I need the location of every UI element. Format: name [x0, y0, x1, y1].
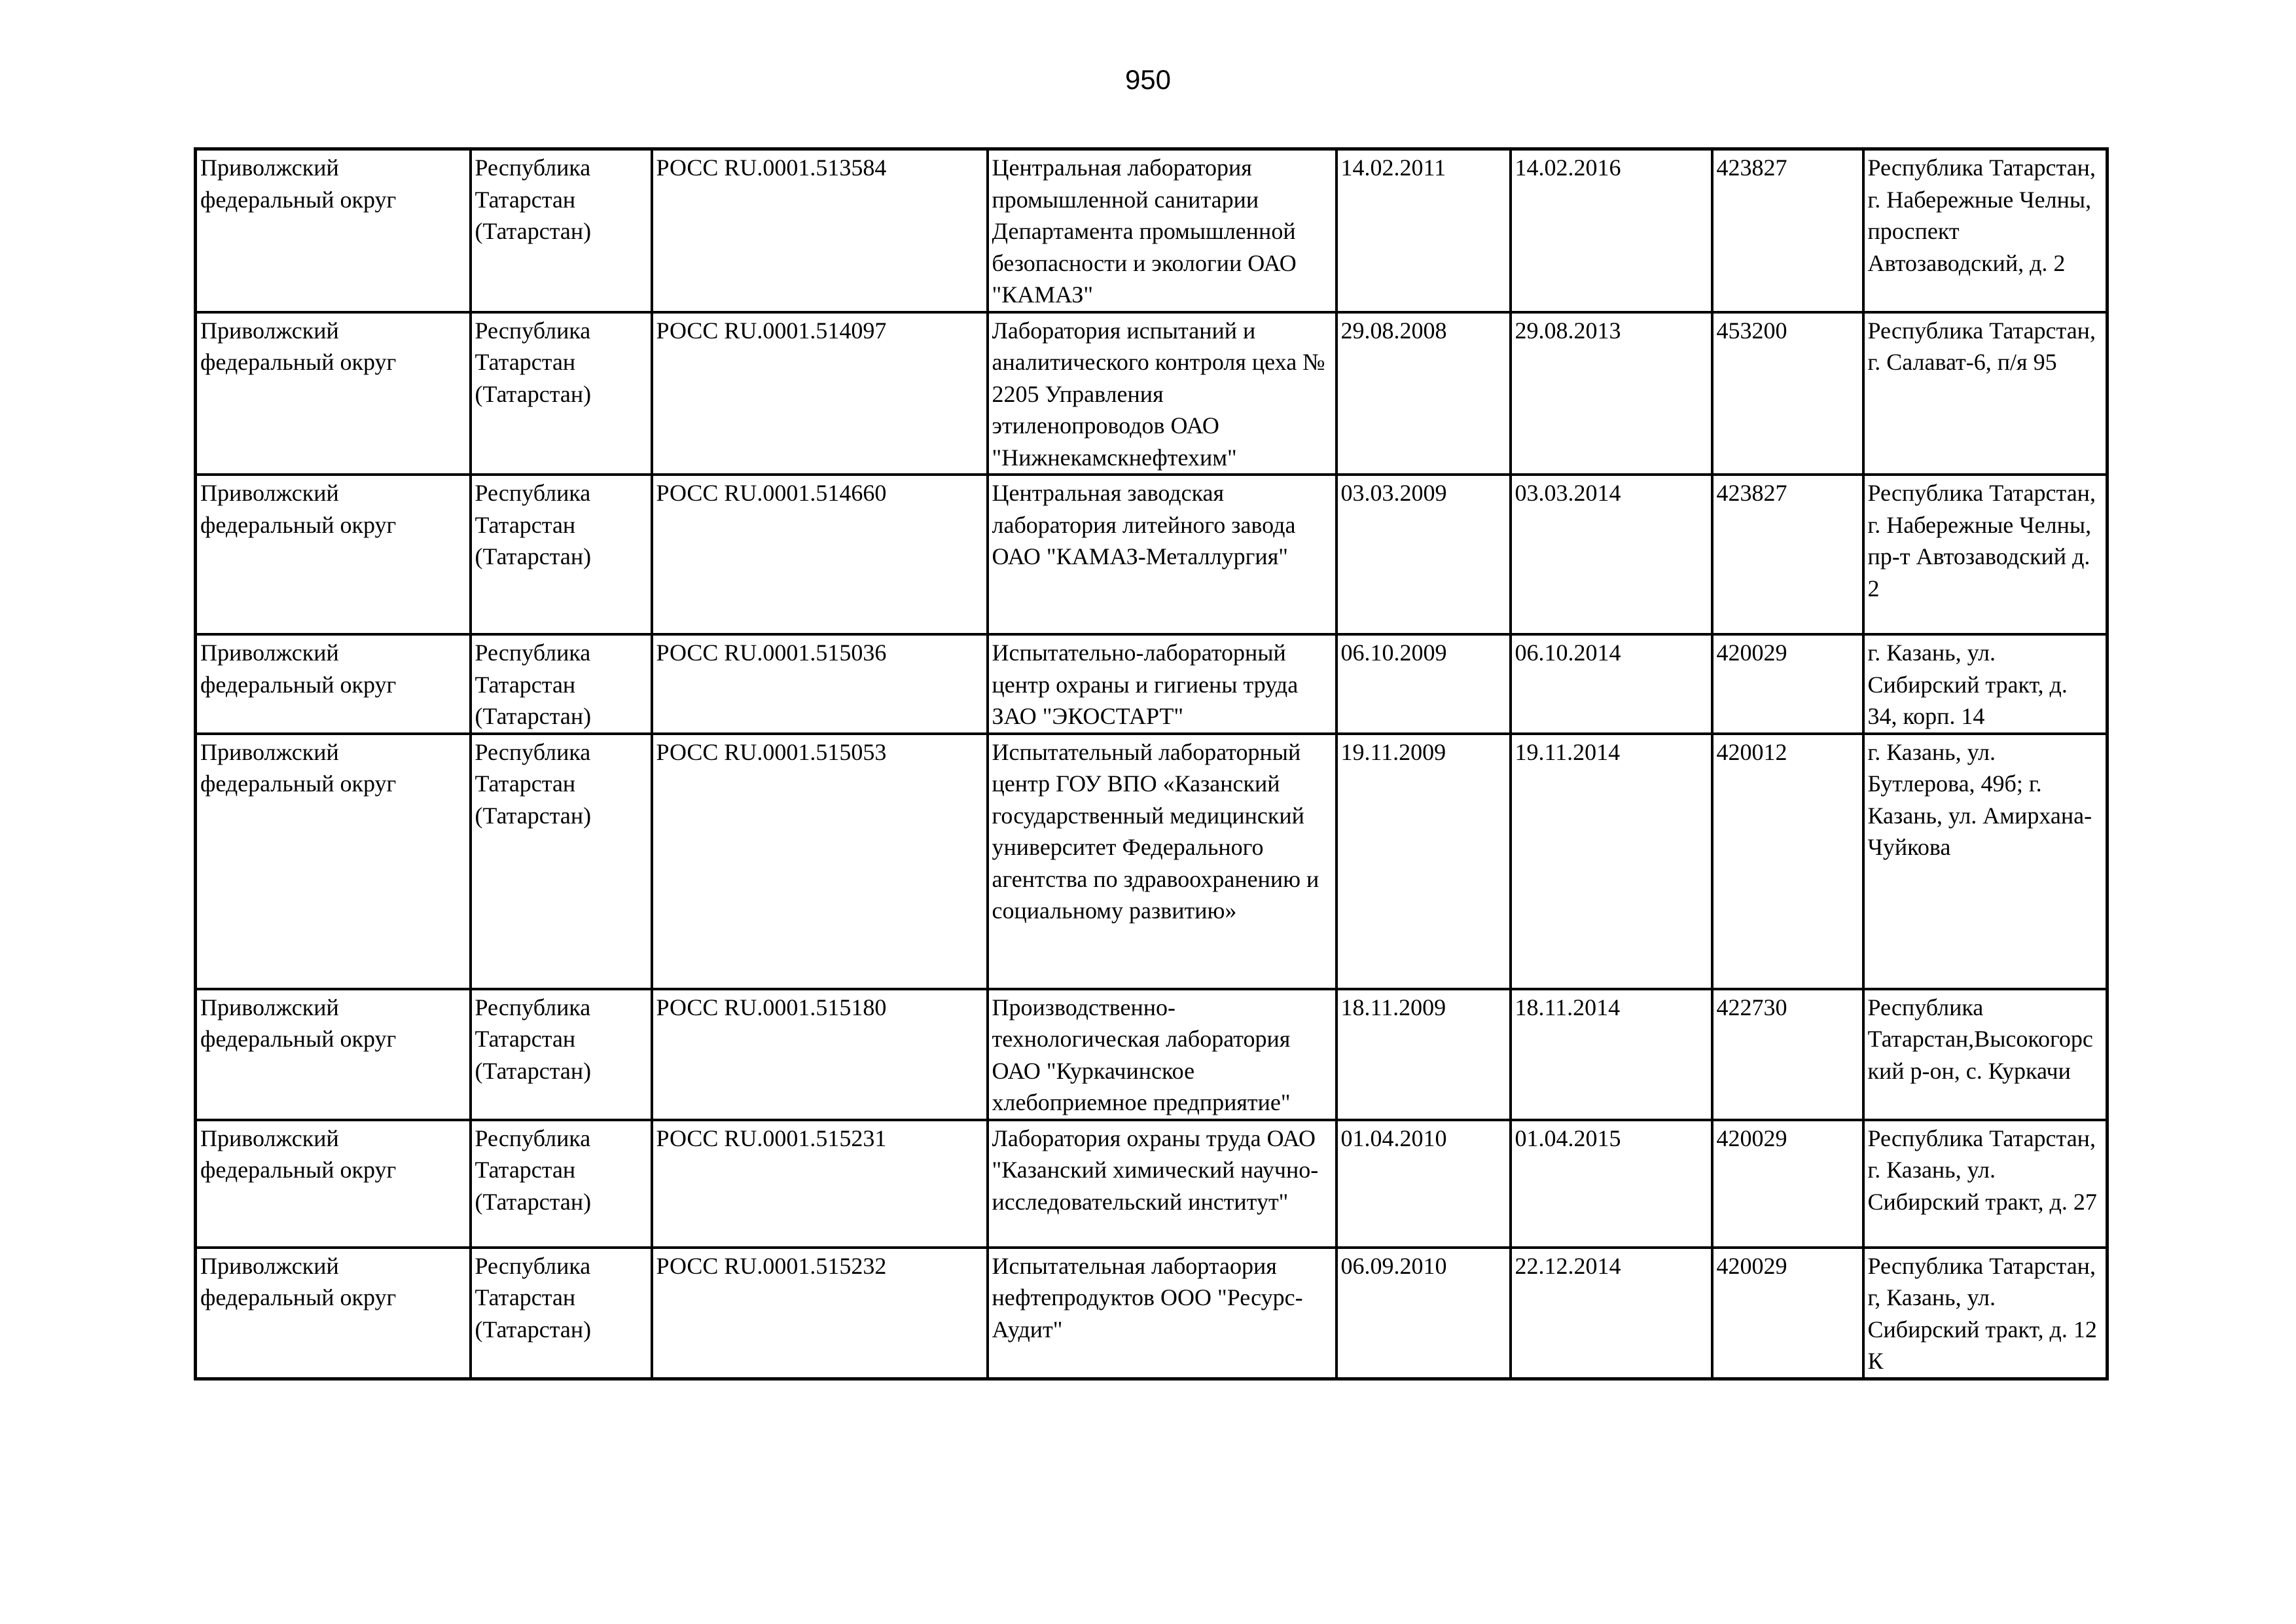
- table-row: [196, 149, 2108, 312]
- district-cell: Приволжский федеральный округ: [196, 312, 471, 475]
- date-valid-cell: 18.11.2014: [1511, 989, 1712, 1120]
- region-cell: Республика Татарстан (Татарстан): [471, 634, 652, 734]
- laboratory-cell: Испытательный лабораторный центр ГОУ ВПО «Казанский государственный медицинский университет Федерального агентства по здравоохранению и социальному развитию»: [988, 734, 1336, 989]
- district-cell: Приволжский федеральный округ: [196, 1120, 471, 1248]
- address-cell: Республика Татарстан, г. Салават-6, п/я 95: [1863, 312, 2108, 475]
- laboratory-registry-table: [194, 147, 2109, 1380]
- region-cell: Республика Татарстан (Татарстан): [471, 989, 652, 1120]
- postcode-cell: 420029: [1712, 1248, 1863, 1379]
- date-valid-cell: 03.03.2014: [1511, 475, 1712, 634]
- laboratory-cell: Лаборатория испытаний и аналитического контроля цеха № 2205 Управления этиленопроводов ОАО "Нижнекамскнефтехим": [988, 312, 1336, 475]
- date-valid-cell: 29.08.2013: [1511, 312, 1712, 475]
- district-cell: Приволжский федеральный округ: [196, 149, 471, 312]
- date-valid-cell: 19.11.2014: [1511, 734, 1712, 989]
- region-cell: Республика Татарстан (Татарстан): [471, 734, 652, 989]
- date-issued-cell: 29.08.2008: [1336, 312, 1511, 475]
- table-row: [196, 989, 2108, 1120]
- date-issued-cell: 14.02.2011: [1336, 149, 1511, 312]
- address-cell: г. Казань, ул. Бутлерова, 49б; г. Казань, ул. Амирхана-Чуйкова: [1863, 734, 2108, 989]
- date-issued-cell: 03.03.2009: [1336, 475, 1511, 634]
- certificate-cell: РОСС RU.0001.515231: [652, 1120, 988, 1248]
- table-row: [196, 1120, 2108, 1248]
- certificate-cell: РОСС RU.0001.515232: [652, 1248, 988, 1379]
- certificate-cell: РОСС RU.0001.515053: [652, 734, 988, 989]
- address-cell: г. Казань, ул. Сибирский тракт, д. 34, корп. 14: [1863, 634, 2108, 734]
- date-issued-cell: 06.10.2009: [1336, 634, 1511, 734]
- postcode-cell: 420029: [1712, 634, 1863, 734]
- region-cell: Республика Татарстан (Татарстан): [471, 149, 652, 312]
- date-valid-cell: 14.02.2016: [1511, 149, 1712, 312]
- laboratory-cell: Испытательная лабортаория нефтепродуктов ООО "Ресурс-Аудит": [988, 1248, 1336, 1379]
- district-cell: Приволжский федеральный округ: [196, 989, 471, 1120]
- laboratory-cell: Испытательно-лабораторный центр охраны и гигиены труда ЗАО "ЭКОСТАРТ": [988, 634, 1336, 734]
- laboratory-cell: Производственно-технологическая лаборатория ОАО "Куркачинское хлебоприемное предприятие": [988, 989, 1336, 1120]
- address-cell: Республика Татарстан, г. Набережные Челны, пр-т Автозаводский д. 2: [1863, 475, 2108, 634]
- postcode-cell: 423827: [1712, 149, 1863, 312]
- date-valid-cell: 22.12.2014: [1511, 1248, 1712, 1379]
- region-cell: Республика Татарстан (Татарстан): [471, 312, 652, 475]
- address-cell: Республика Татарстан,Высокогорский р-он, с. Куркачи: [1863, 989, 2108, 1120]
- table-row: [196, 734, 2108, 989]
- certificate-cell: РОСС RU.0001.513584: [652, 149, 988, 312]
- table-row: [196, 312, 2108, 475]
- date-issued-cell: 18.11.2009: [1336, 989, 1511, 1120]
- postcode-cell: 423827: [1712, 475, 1863, 634]
- postcode-cell: 420012: [1712, 734, 1863, 989]
- laboratory-cell: Центральная заводская лаборатория литейного завода ОАО "КАМАЗ-Металлургия": [988, 475, 1336, 634]
- date-issued-cell: 19.11.2009: [1336, 734, 1511, 989]
- district-cell: Приволжский федеральный округ: [196, 475, 471, 634]
- postcode-cell: 453200: [1712, 312, 1863, 475]
- certificate-cell: РОСС RU.0001.514097: [652, 312, 988, 475]
- district-cell: Приволжский федеральный округ: [196, 734, 471, 989]
- table-row: [196, 634, 2108, 734]
- postcode-cell: 420029: [1712, 1120, 1863, 1248]
- address-cell: Республика Татарстан, г. Казань, ул. Сибирский тракт, д. 27: [1863, 1120, 2108, 1248]
- region-cell: Республика Татарстан (Татарстан): [471, 1248, 652, 1379]
- laboratory-cell: Центральная лаборатория промышленной санитарии Департамента промышленной безопасности и экологии ОАО "КАМАЗ": [988, 149, 1336, 312]
- date-valid-cell: 06.10.2014: [1511, 634, 1712, 734]
- date-valid-cell: 01.04.2015: [1511, 1120, 1712, 1248]
- region-cell: Республика Татарстан (Татарстан): [471, 475, 652, 634]
- laboratory-cell: Лаборатория охраны труда ОАО "Казанский химический научно-исследовательский институт": [988, 1120, 1336, 1248]
- address-cell: Республика Татарстан, г. Набережные Челны, проспект Автозаводский, д. 2: [1863, 149, 2108, 312]
- date-issued-cell: 01.04.2010: [1336, 1120, 1511, 1248]
- certificate-cell: РОСС RU.0001.514660: [652, 475, 988, 634]
- certificate-cell: РОСС RU.0001.515180: [652, 989, 988, 1120]
- district-cell: Приволжский федеральный округ: [196, 1248, 471, 1379]
- date-issued-cell: 06.09.2010: [1336, 1248, 1511, 1379]
- postcode-cell: 422730: [1712, 989, 1863, 1120]
- address-cell: Республика Татарстан, г, Казань, ул. Сибирский тракт, д. 12 К: [1863, 1248, 2108, 1379]
- table-row: [196, 475, 2108, 634]
- district-cell: Приволжский федеральный округ: [196, 634, 471, 734]
- table-row: [196, 1248, 2108, 1379]
- region-cell: Республика Татарстан (Татарстан): [471, 1120, 652, 1248]
- certificate-cell: РОСС RU.0001.515036: [652, 634, 988, 734]
- page-number: 950: [1124, 64, 1172, 95]
